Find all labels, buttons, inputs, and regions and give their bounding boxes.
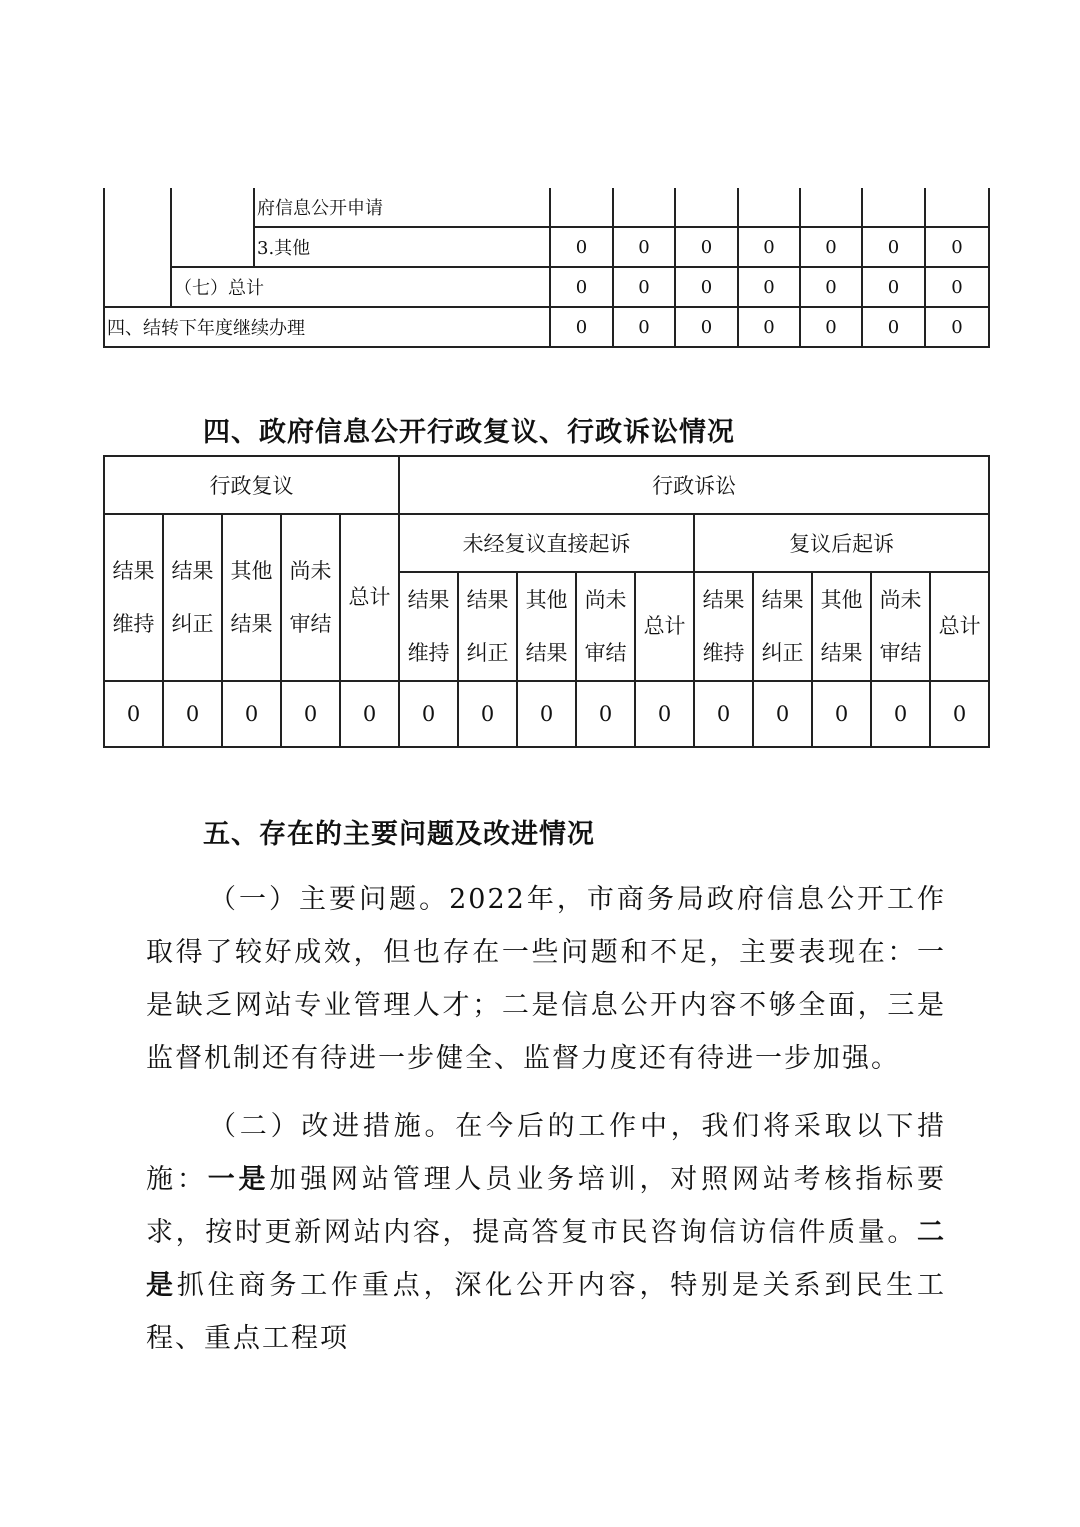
table-cell: 0	[576, 681, 635, 747]
after-col-pending: 尚未审结	[871, 572, 930, 681]
table-cell	[862, 188, 925, 227]
header-litigation: 行政诉讼	[399, 456, 989, 514]
table-cell: 0	[399, 681, 458, 747]
table-cell: 0	[871, 681, 930, 747]
after-col-upheld: 结果维持	[694, 572, 753, 681]
after-col-total: 总计	[930, 572, 989, 681]
main-problems-paragraph: （一）主要问题。2022年，市商务局政府信息公开工作取得了较好成效，但也存在一些问题和不足，主要表现在：一是缺乏网站专业管理人才；二是信息公开内容不够全面，三是监督机制还有待进一步健全、监督力度还有待进一步加强。	[146, 884, 946, 1074]
table-cell: 0	[613, 267, 675, 307]
table-cell: 0	[613, 307, 675, 347]
table-row	[104, 681, 989, 747]
measure-2-lead: 二是	[146, 1217, 946, 1301]
table-cell	[171, 227, 254, 267]
table-cell: 0	[862, 307, 925, 347]
table-cell: 0	[862, 227, 925, 267]
table-cell	[925, 188, 989, 227]
table-row	[104, 307, 989, 347]
direct-col-pending: 尚未审结	[576, 572, 635, 681]
header-review: 行政复议	[104, 456, 399, 514]
table-cell: 0	[635, 681, 694, 747]
table-cell: 0	[281, 681, 340, 747]
review-col-other: 其他结果	[222, 514, 281, 681]
row-label: 府信息公开申请	[254, 188, 550, 227]
table-cell: 0	[458, 681, 517, 747]
after-col-other: 其他结果	[812, 572, 871, 681]
direct-col-upheld: 结果维持	[399, 572, 458, 681]
table-cell: 0	[800, 267, 862, 307]
table-cell	[171, 188, 254, 227]
improvement-measures-paragraph	[146, 1100, 946, 1365]
direct-col-total: 总计	[635, 572, 694, 681]
table-cell: 0	[738, 307, 800, 347]
table-row	[104, 188, 989, 227]
direct-col-other: 其他结果	[517, 572, 576, 681]
row-label: 四、结转下年度继续办理	[104, 307, 550, 347]
review-litigation-table	[103, 455, 990, 748]
table-cell: 0	[812, 681, 871, 747]
table-cell: 0	[675, 227, 738, 267]
review-col-total: 总计	[340, 514, 399, 681]
measures-intro: （二）改进措施。在今后的工作中，我们将采取以下措施：	[146, 1111, 946, 1195]
review-col-upheld: 结果维持	[104, 514, 163, 681]
table-cell: 0	[800, 307, 862, 347]
review-col-pending: 尚未审结	[281, 514, 340, 681]
table-row	[104, 514, 989, 572]
table-cell	[738, 188, 800, 227]
table-cell: 0	[925, 267, 989, 307]
table-cell	[613, 188, 675, 227]
table-cell	[104, 188, 171, 227]
table-cell: 0	[613, 227, 675, 267]
table-cell: 0	[550, 307, 613, 347]
row-label: （七）总计	[171, 267, 550, 307]
table-cell: 0	[550, 267, 613, 307]
table-cell: 0	[753, 681, 812, 747]
table-cell: 0	[675, 307, 738, 347]
table-cell: 0	[738, 227, 800, 267]
table-cell: 0	[738, 267, 800, 307]
table-cell: 0	[925, 227, 989, 267]
table-cell: 0	[862, 267, 925, 307]
measure-1-lead: 一是	[207, 1164, 270, 1195]
table-cell: 0	[694, 681, 753, 747]
row-label: 3.其他	[254, 227, 550, 267]
measure-2-text: 抓住商务工作重点，深化公开内容，特别是关系到民生工程、重点工程项	[146, 1270, 947, 1354]
table-row	[104, 456, 989, 514]
table-cell: 0	[800, 227, 862, 267]
table-cell	[675, 188, 738, 227]
table-cell	[800, 188, 862, 227]
table-cell: 0	[104, 681, 163, 747]
table-row	[104, 227, 989, 267]
table-cell: 0	[340, 681, 399, 747]
after-col-corrected: 结果纠正	[753, 572, 812, 681]
table-cell: 0	[925, 307, 989, 347]
table-cell	[550, 188, 613, 227]
table-cell: 0	[517, 681, 576, 747]
table-row	[104, 267, 989, 307]
header-direct-suit: 未经复议直接起诉	[399, 514, 694, 572]
table-cell: 0	[222, 681, 281, 747]
direct-col-corrected: 结果纠正	[458, 572, 517, 681]
table-cell: 0	[163, 681, 222, 747]
table-cell: 0	[930, 681, 989, 747]
table-cell: 0	[675, 267, 738, 307]
measure-1-text: 加强网站管理人员业务培训，对照网站考核指标要求，按时更新网站内容，提高答复市民咨询信访信件质量。	[146, 1164, 947, 1248]
header-after-review-suit: 复议后起诉	[694, 514, 989, 572]
table-cell	[104, 267, 171, 307]
section-5-heading: 五、存在的主要问题及改进情况	[203, 819, 595, 850]
application-stats-table-continued	[103, 188, 990, 348]
section-4-heading: 四、政府信息公开行政复议、行政诉讼情况	[203, 417, 735, 448]
table-cell	[104, 227, 171, 267]
table-cell: 0	[550, 227, 613, 267]
review-col-corrected: 结果纠正	[163, 514, 222, 681]
